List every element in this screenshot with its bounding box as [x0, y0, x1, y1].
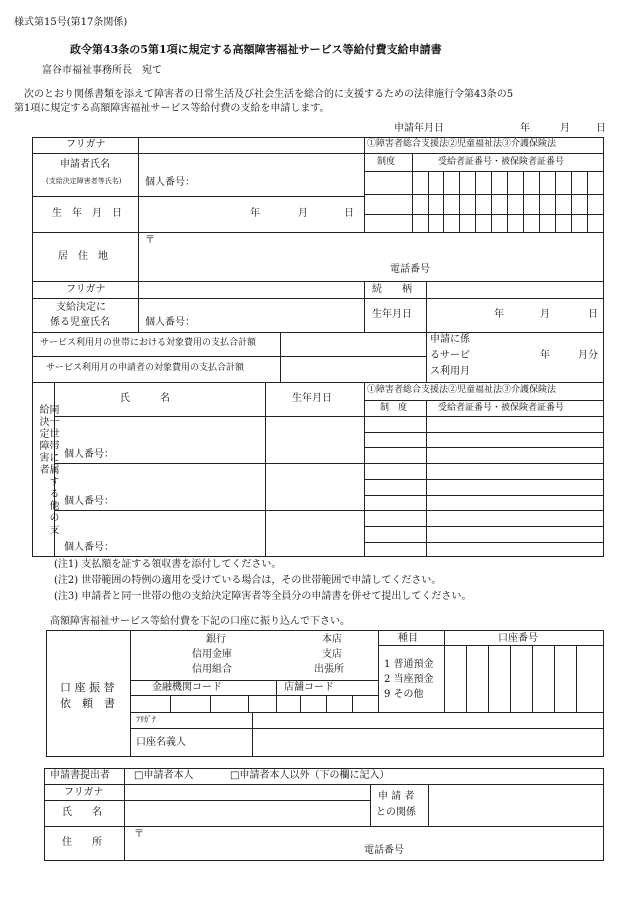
form-title: 政令第43条の5第1項に規定する高額障害福祉サービス等給付費支給申請書: [70, 43, 442, 56]
account-type-1: 1 普通預金: [384, 659, 434, 670]
account-type-2: 2 当座預金: [384, 674, 434, 685]
note-3: (注3) 申請者と同一世帯の他の支給決定障害者等全員分の申請書を併せて提出してください。: [54, 591, 472, 602]
submitter-table: [44, 768, 604, 861]
applicant-name-label: 申請者氏名: [60, 159, 110, 170]
child-birth-label: 生年月日: [372, 309, 412, 320]
applicant-total-label: サービス利用月の申請者の対象費用の支払合計額: [46, 363, 245, 373]
applicant-birth-label: 生 年 月 日: [52, 208, 122, 219]
child-name-label-1: 支給決定に: [56, 302, 106, 313]
applicant-cert-label: 受給者証番号・被保険者証番号: [438, 157, 565, 167]
submitter-label: 申請書提出者: [50, 770, 110, 781]
branch-type-2: 支店: [322, 649, 342, 660]
household-personal-number-2: 個人番号：: [64, 496, 114, 507]
household-side-label: 同一世帯に属する他の支給決定障害者: [37, 404, 58, 536]
bank-section-label-2: 依 頼 書: [60, 697, 115, 710]
date-year: 年: [520, 123, 530, 134]
intro-text-1: 次のとおり関係書類を添えて障害者の日常生活及び社会生活を総合的に支援するための法律施行令第43条の5: [24, 89, 514, 100]
household-personal-number-1: 個人番号：: [64, 449, 114, 460]
applicant-system-label: 制度: [377, 157, 396, 167]
account-type-label: 種目: [398, 633, 418, 644]
service-month-month: 月分: [578, 350, 598, 361]
bank-code-label: 金融機関コード: [152, 682, 222, 693]
account-type-3: 9 その他: [384, 689, 424, 700]
applicant-birth-day: 日: [344, 208, 354, 219]
applicant-address-label: 居 住 地: [58, 251, 108, 262]
applicant-birth-year: 年: [250, 208, 260, 219]
bank-type-2: 信用金庫: [192, 649, 232, 660]
household-law-options: ①障害者総合支援法②児童福祉法③介護保険法: [367, 385, 557, 395]
applicant-postal-mark: 〒: [145, 235, 155, 246]
applicant-law-options: ①障害者総合支援法②児童福祉法③介護保険法: [367, 139, 557, 149]
submitter-name-label: 氏 名: [62, 807, 102, 818]
date-month: 月: [560, 123, 570, 134]
household-system-label: 制 度: [380, 403, 408, 413]
submitter-option-other[interactable]: □申請者本人以外（下の欄に記入）: [230, 770, 390, 781]
submitter-postal-mark: 〒: [134, 829, 144, 840]
branch-type-1: 本店: [322, 634, 342, 645]
submitter-relation-label-2: との関係: [376, 807, 416, 818]
applicant-name-sublabel: (支給決定障害者等氏名): [46, 177, 122, 185]
child-birth-day: 日: [588, 309, 598, 320]
branch-code-label: 店舗コード: [284, 682, 334, 693]
child-relation-label: 続 柄: [372, 284, 412, 295]
intro-text-2: 第1項に規定する高額障害福祉サービス等給付費の支給を申請します。: [14, 103, 330, 114]
household-birth-header: 生年月日: [292, 393, 332, 404]
child-name-label-2: 係る児童氏名: [50, 317, 110, 328]
bank-furigana-label: ﾌﾘｶﾞﾅ: [136, 715, 156, 724]
account-holder-label: 口座名義人: [136, 737, 186, 748]
child-birth-month: 月: [540, 309, 550, 320]
service-month-label-1: 申請に係: [430, 334, 470, 345]
household-total-label: サービス利用月の世帯における対象費用の支払合計額: [40, 338, 257, 348]
household-cert-label: 受給者証番号・被保険者証番号: [438, 403, 565, 413]
applicant-personal-number-label: 個人番号：: [145, 177, 195, 188]
addressee: 富谷市福祉事務所長 宛て: [42, 65, 162, 76]
note-1: (注1) 支払額を証する領収書を添付してください。: [54, 559, 282, 570]
submitter-phone-label: 電話番号: [364, 845, 404, 856]
account-number-label: 口座番号: [498, 633, 538, 644]
service-month-label-3: ス利用月: [430, 366, 470, 377]
note-2: (注2) 世帯範囲の特例の適用を受けている場合は，その世帯範囲で申請してください。: [54, 575, 442, 586]
date-day: 日: [596, 123, 606, 134]
bank-type-3: 信用組合: [192, 664, 232, 675]
service-month-year: 年: [540, 350, 550, 361]
date-label: 申請年月日: [394, 123, 444, 134]
bank-intro: 高額障害福祉サービス等給付費を下記の口座に振り込んで下さい。: [50, 616, 350, 627]
form-number: 様式第15号(第17条関係): [14, 17, 128, 28]
household-personal-number-3: 個人番号：: [64, 542, 114, 553]
bank-type-1: 銀行: [206, 634, 226, 645]
child-personal-number-label: 個人番号：: [145, 317, 195, 328]
bank-section-label-1: 口 座 振 替: [60, 681, 115, 694]
household-name-header: 氏 名: [120, 393, 170, 404]
submitter-option-self[interactable]: □申請者本人: [134, 770, 194, 781]
child-furigana-label: フリガナ: [66, 284, 106, 295]
submitter-relation-label-1: 申 請 者: [378, 791, 415, 802]
branch-type-3: 出張所: [314, 664, 344, 675]
submitter-furigana-label: フリガナ: [64, 787, 104, 798]
child-birth-year: 年: [494, 309, 504, 320]
applicant-phone-label: 電話番号: [390, 264, 430, 275]
applicant-birth-month: 月: [298, 208, 308, 219]
submitter-address-label: 住 所: [62, 837, 102, 848]
applicant-furigana-label: フリガナ: [66, 139, 106, 150]
service-month-label-2: るサービ: [430, 350, 470, 361]
